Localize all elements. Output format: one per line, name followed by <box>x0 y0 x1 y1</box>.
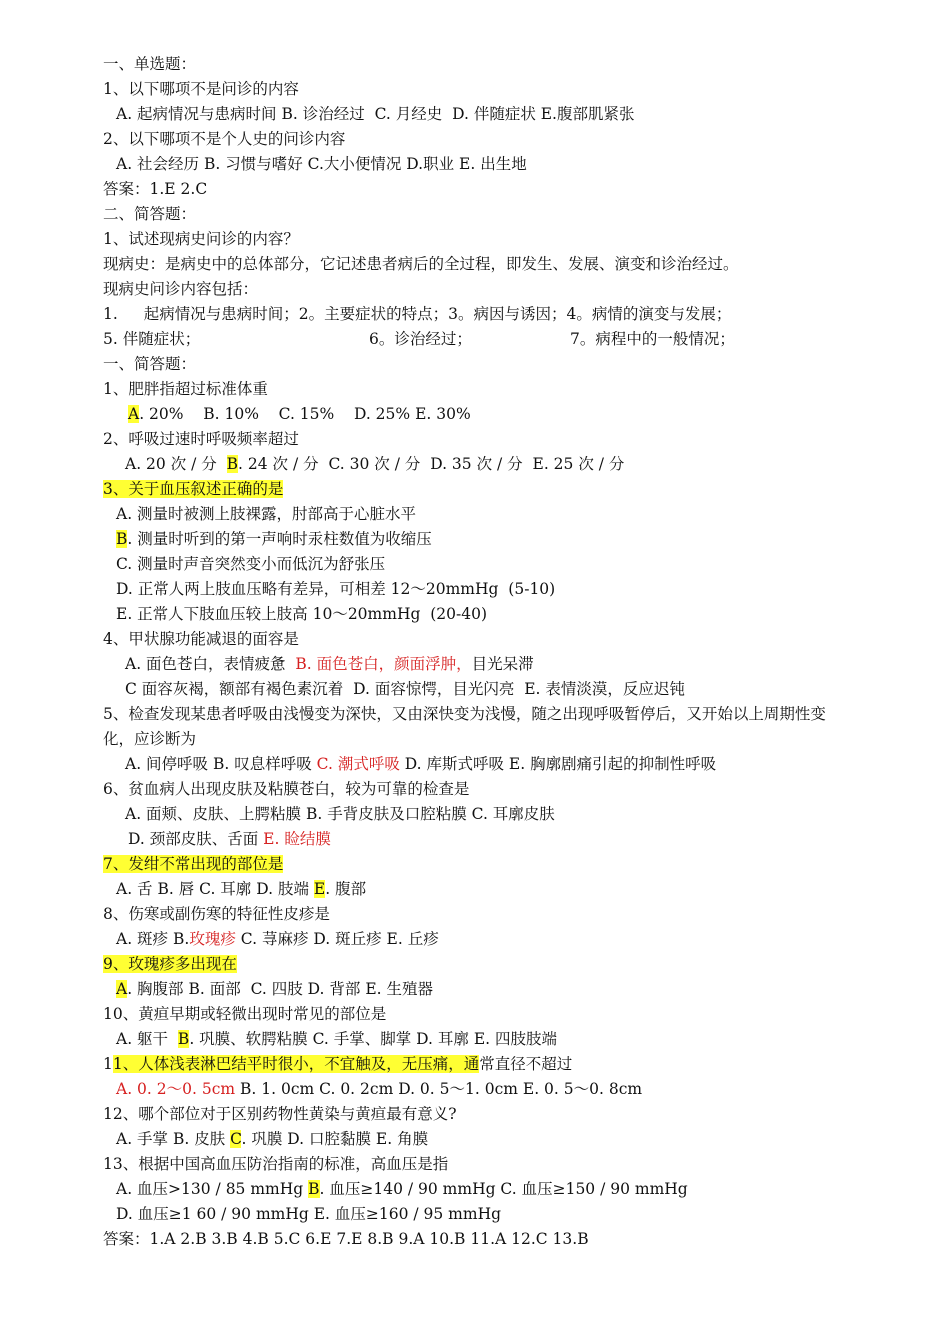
q1-stem: 1、肥胖指超过标准体重 <box>103 380 268 398</box>
item1-text: 起病情况与患病时间；2。主要症状的特点；3。病因与诱因；4。病情的演变与发展； <box>143 305 732 323</box>
item1-number: 1. <box>103 305 118 323</box>
q4-option-a: A. 面色苍白，表情疲惫 <box>125 655 286 673</box>
history-items-line2 <box>103 327 848 352</box>
q9-answer-highlight: A <box>116 980 128 998</box>
q8-option-a: A. 斑疹 <box>116 930 169 948</box>
q13-stem: 13、根据中国高血压防治指南的标准，高血压是指 <box>103 1155 449 1173</box>
q11-answer-red: A. 0. 2～0. 5cm <box>116 1080 236 1098</box>
q5-stem: 5、检查发现某患者呼吸由浅慢变为深快，又由深快变为浅慢，随之出现呼吸暂停后，又开始以上周期性变化，应诊断为 <box>103 705 826 748</box>
q1-option-a: . 20% <box>139 405 184 423</box>
q8-stem: 8、伤寒或副伤寒的特征性皮疹是 <box>103 905 330 923</box>
q10-other-options: . 巩膜、软腭粘膜 C. 手掌、脚掌 D. 耳廓 E. 四肢肢端 <box>189 1030 558 1048</box>
q2-stem: 2、呼吸过速时呼吸频率超过 <box>103 430 299 448</box>
item6: 6。诊治经过； <box>369 330 472 348</box>
q3-option-e: E. 正常人下肢血压较上肢高 10～20mmHg (20-40) <box>116 605 488 623</box>
q2-other-options: . 24 次 / 分 C. 30 次 / 分 D. 35 次 / 分 E. 25 次 / 分 <box>238 455 625 473</box>
q12-options <box>103 1127 848 1152</box>
q13-options-line1 <box>103 1177 848 1202</box>
document-content <box>103 52 848 1252</box>
q3-option-b-text: . 测量时听到的第一声响时汞柱数值为收缩压 <box>127 530 432 548</box>
q10-answer-highlight: B <box>177 1030 190 1048</box>
q2-option-a: A. 20 次 / 分 <box>125 455 217 473</box>
section3-answer: 答案：1.A 2.B 3.B 4.B 5.C 6.E 7.E 8.B 9.A 10.B 11.A 12.C 13.B <box>103 1230 589 1248</box>
q13-options-bc: . 血压≥140 / 90 mmHg C. 血压≥150 / 90 mmHg <box>319 1180 688 1198</box>
q11-stem-highlight: 1、人体浅表淋巴结平时很小，不宜触及，无压痛，通 <box>112 1055 480 1073</box>
question-1-options: A. 起病情况与患病时间 B. 诊治经过 C. 月经史 D. 伴随症状 E.腹部肌紧张 <box>116 105 635 123</box>
q9-stem <box>103 952 848 977</box>
question-2-options: A. 社会经历 B. 习惯与嗜好 C.大小便情况 D.职业 E. 出生地 <box>116 155 527 173</box>
q8-answer-red: 玫瑰疹 <box>189 930 236 948</box>
q3-option-a: A. 测量时被测上肢裸露，肘部高于心脏水平 <box>116 505 417 523</box>
q7-answer-highlight: E <box>313 880 326 898</box>
q1-other-options: B. 10% C. 15% D. 25% E. 30% <box>203 405 471 423</box>
q5-options-de: D. 库斯式呼吸 E. 胸廓剧痛引起的抑制性呼吸 <box>404 755 717 773</box>
question-2-stem: 2、以下哪项不是个人史的问诊内容 <box>103 130 346 148</box>
q11-stem <box>103 1052 848 1077</box>
q3-answer-highlight: B <box>116 530 128 548</box>
section3-heading: 一、简答题： <box>103 355 197 373</box>
q6-options-line1: A. 面颊、皮肤、上腭粘膜 B. 手背皮肤及口腔粘膜 C. 耳廓皮肤 <box>125 805 555 823</box>
q11-stem-suffix: 常直径不超过 <box>479 1055 573 1073</box>
q7-option-e: . 腹部 <box>325 880 367 898</box>
q2-answer-highlight: B <box>226 455 239 473</box>
item7: 7。病程中的一般情况； <box>570 330 735 348</box>
q4-options-line2: C 面容灰褐，额部有褐色素沉着 D. 面容惊愕，目光闪亮 E. 表情淡漠，反应迟钝 <box>125 680 685 698</box>
q2-options <box>103 452 848 477</box>
q9-stem-highlight: 9、玫瑰疹多出现在 <box>103 955 237 973</box>
q4-option-b-rest: 目光呆滞 <box>471 655 534 673</box>
q11-options <box>103 1077 848 1102</box>
q3-stem-highlight: 3、关于血压叙述正确的是 <box>103 480 284 498</box>
q5-options-ab: A. 间停呼吸 B. 叹息样呼吸 <box>125 755 312 773</box>
q7-stem <box>103 852 848 877</box>
section1-heading: 一、单选题： <box>103 55 197 73</box>
q7-options <box>103 877 848 902</box>
history-definition: 现病史：是病史中的总体部分，它记述患者病后的全过程，即发生、发展、演变和诊治经过。 <box>103 255 739 273</box>
q10-options <box>103 1027 848 1052</box>
section1-answer: 答案：1.E 2.C <box>103 180 208 198</box>
q12-options-ab: A. 手掌 B. 皮肤 <box>116 1130 226 1148</box>
question-1-stem: 1、以下哪项不是问诊的内容 <box>103 80 299 98</box>
q6-option-d: D. 颈部皮肤、舌面 <box>128 830 259 848</box>
q6-options-line2 <box>103 827 848 852</box>
q8-other-options: C. 荨麻疹 D. 斑丘疹 E. 丘疹 <box>240 930 439 948</box>
item5: 5. 伴随症状； <box>103 330 201 348</box>
q9-other-options: . 胸腹部 B. 面部 C. 四肢 D. 背部 E. 生殖器 <box>127 980 433 998</box>
q11-stem-prefix: 1 <box>103 1055 113 1073</box>
q12-answer-highlight: C <box>230 1130 242 1148</box>
q1-options <box>103 402 848 427</box>
short-question-1: 1、试述现病史问诊的内容？ <box>103 230 299 248</box>
q13-answer-highlight: B <box>308 1180 320 1198</box>
q4-stem: 4、甲状腺功能减退的面容是 <box>103 630 299 648</box>
q5-answer-red: C. 潮式呼吸 <box>316 755 400 773</box>
history-items-line1 <box>103 302 848 327</box>
q12-other-options: . 巩膜 D. 口腔黏膜 E. 角膜 <box>241 1130 429 1148</box>
q10-stem: 10、黄疸早期或轻微出现时常见的部位是 <box>103 1005 387 1023</box>
q1-answer-highlight: A <box>128 405 140 423</box>
q3-option-b <box>103 527 848 552</box>
q5-options <box>103 752 848 777</box>
q8-option-b-letter: B. <box>173 930 190 948</box>
q7-options-abcd: A. 舌 B. 唇 C. 耳廓 D. 肢端 <box>116 880 309 898</box>
q7-stem-highlight: 7、发绀不常出现的部位是 <box>103 855 284 873</box>
q4-answer-red: B. 面色苍白，颜面浮肿， <box>295 655 472 673</box>
history-includes: 现病史问诊内容包括： <box>103 280 259 298</box>
q13-option-a: A. 血压>130 / 85 mmHg <box>116 1180 304 1198</box>
q3-stem <box>103 477 848 502</box>
q4-options-line1 <box>103 652 848 677</box>
q3-option-d: D. 正常人两上肢血压略有差异，可相差 12～20mmHg (5-10) <box>116 580 556 598</box>
q6-stem: 6、贫血病人出现皮肤及粘膜苍白，较为可靠的检查是 <box>103 780 470 798</box>
q10-option-a: A. 躯干 <box>116 1030 169 1048</box>
q13-options-line2: D. 血压≥1 60 / 90 mmHg E. 血压≥160 / 95 mmHg <box>116 1205 502 1223</box>
q6-answer-red: E. 睑结膜 <box>263 830 331 848</box>
q11-other-options: B. 1. 0cm C. 0. 2cm D. 0. 5～1. 0cm E. 0. 5～0. 8cm <box>240 1080 643 1098</box>
q12-stem: 12、哪个部位对于区别药物性黄染与黄疸最有意义? <box>103 1105 457 1123</box>
q3-option-c: C. 测量时声音突然变小而低沉为舒张压 <box>116 555 386 573</box>
section2-heading: 二、简答题： <box>103 205 197 223</box>
q9-options <box>103 977 848 1002</box>
q8-options <box>103 927 848 952</box>
